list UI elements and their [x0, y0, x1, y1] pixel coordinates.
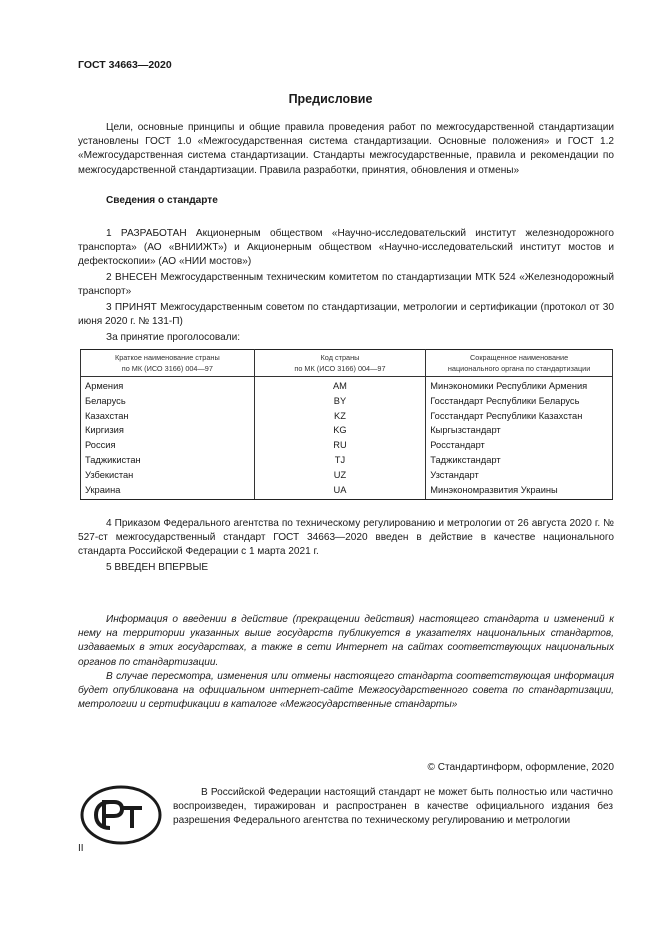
- item-order: 4 Приказом Федерального агентства по техническому регулированию и метрологии от 26 августа 2020 г. № 527-ст межгосударственный стандарт ГОСТ 34663—2020 введен в действие в качестве национального стандарта Российской Федерации с 1 марта 2021 г.: [78, 518, 614, 558]
- cell-code: TJ: [254, 453, 426, 468]
- col-header-country-line2: по МК (ИСО 3166) 004—97: [121, 363, 213, 373]
- page-title: Предисловие: [288, 92, 373, 106]
- order-block: [78, 517, 614, 560]
- intro-block: [78, 121, 614, 178]
- table-header-row: [81, 350, 613, 377]
- rst-mark-icon: [80, 784, 162, 846]
- section-heading-block: [78, 194, 614, 208]
- table-row: [81, 423, 613, 438]
- cell-country: Украина: [81, 483, 255, 500]
- cell-code: UA: [254, 483, 426, 500]
- table-row: [81, 468, 613, 483]
- standard-designation: ГОСТ 34663—2020: [78, 59, 172, 71]
- cell-org: Госстандарт Республики Казахстан: [426, 409, 613, 424]
- section-heading: Сведения о стандарте: [106, 195, 218, 206]
- cell-org: Росстандарт: [426, 438, 613, 453]
- cell-country: Узбекистан: [81, 468, 255, 483]
- col-header-org: [426, 350, 613, 377]
- item-first-time: 5 ВВЕДЕН ВПЕРВЫЕ: [106, 562, 209, 573]
- cell-country: Киргизия: [81, 423, 255, 438]
- cell-code: UZ: [254, 468, 426, 483]
- item-introduced: 2 ВНЕСЕН Межгосударственным техническим комитетом по стандартизации МТК 524 «Железнодорожный транспорт»: [78, 272, 614, 298]
- col-header-code-line2: по МК (ИСО 3166) 004—97: [294, 363, 386, 373]
- info-block: [78, 613, 614, 712]
- table-row: [81, 409, 613, 424]
- cell-org: Кыргызстандарт: [426, 423, 613, 438]
- page-number: II: [78, 843, 84, 854]
- table-row: [81, 394, 613, 409]
- cell-code: KG: [254, 423, 426, 438]
- col-header-country: [81, 350, 255, 377]
- adopted-block: [78, 301, 614, 329]
- table-row: [81, 377, 613, 394]
- col-header-code-line1: Код страны: [320, 353, 360, 362]
- cell-code: AM: [254, 377, 426, 394]
- legal-notice: [173, 786, 613, 829]
- cell-org: Таджикстандарт: [426, 453, 613, 468]
- cell-code: KZ: [254, 409, 426, 424]
- intro-paragraph: Цели, основные принципы и общие правила проведения работ по межгосударственной стандартизации установлены ГОСТ 1.0 «Межгосударственная система стандартизации. Основные положения» и ГОСТ 1.2 «Межгосударственная система стандартизации. Стандарты межгосударственные, правила и рекомендации по межгосударственной стандартизации. Правила разработки, принятия, обновления и отмены»: [78, 122, 614, 176]
- voted-label: За принятие проголосовали:: [106, 332, 241, 343]
- legal-notice-text: В Российской Федерации настоящий стандарт не может быть полностью или частично воспроизведен, тиражирован и распространен в качестве официального издания без разрешения Федерального агентства по техническому регулированию и метрологии: [173, 787, 613, 827]
- col-header-org-line2: национального органа по стандартизации: [447, 363, 591, 373]
- cell-code: BY: [254, 394, 426, 409]
- copyright-line: © Стандартинформ, оформление, 2020: [427, 762, 614, 773]
- first-time-block: [78, 561, 614, 575]
- introduced-block: [78, 271, 614, 299]
- cell-code: RU: [254, 438, 426, 453]
- table-row: [81, 483, 613, 500]
- info-paragraph-1: Информация о введении в действие (прекращении действия) настоящего стандарта и изменений к нему на территории указанных выше государств публикуется в указателях национальных стандартов, издаваемых в этих государствах, а также в сети Интернет на сайтах соответствующих национальных органов по стандартизации.: [78, 614, 614, 668]
- cell-org: Узстандарт: [426, 468, 613, 483]
- col-header-country-line1: Краткое наименование страны: [114, 353, 220, 362]
- voting-states-table: [80, 349, 613, 500]
- info-paragraph-2: В случае пересмотра, изменения или отмены настоящего стандарта соответствующая информация будет опубликована на официальном интернет-сайте Межгосударственного совета по стандартизации, метрологии и сертификации в каталоге «Межгосударственные стандарты»: [78, 670, 614, 711]
- cell-country: Таджикистан: [81, 453, 255, 468]
- table-row: [81, 453, 613, 468]
- voted-label-block: [78, 331, 614, 345]
- cell-country: Армения: [81, 377, 255, 394]
- developed-block: [78, 227, 614, 270]
- rst-mark-graphic: [80, 784, 162, 846]
- col-header-code: [254, 350, 426, 377]
- table-row: [81, 438, 613, 453]
- item-adopted: 3 ПРИНЯТ Межгосударственным советом по стандартизации, метрологии и сертификации (протокол от 30 июня 2020 г. № 131-П): [78, 302, 614, 328]
- cell-org: Госстандарт Республики Беларусь: [426, 394, 613, 409]
- cell-country: Россия: [81, 438, 255, 453]
- cell-country: Беларусь: [81, 394, 255, 409]
- cell-country: Казахстан: [81, 409, 255, 424]
- cell-org: Минэкономики Республики Армения: [426, 377, 613, 394]
- cell-org: Минэкономразвития Украины: [426, 483, 613, 500]
- item-developed: 1 РАЗРАБОТАН Акционерным обществом «Научно-исследовательский институт железнодорожного транспорта» (АО «ВНИИЖТ») и Акционерным обществом «Научно-исследовательский институт мостов и дефектоскопии» (АО «НИИ мостов»): [78, 228, 614, 268]
- col-header-org-line1: Сокращенное наименование: [470, 353, 569, 362]
